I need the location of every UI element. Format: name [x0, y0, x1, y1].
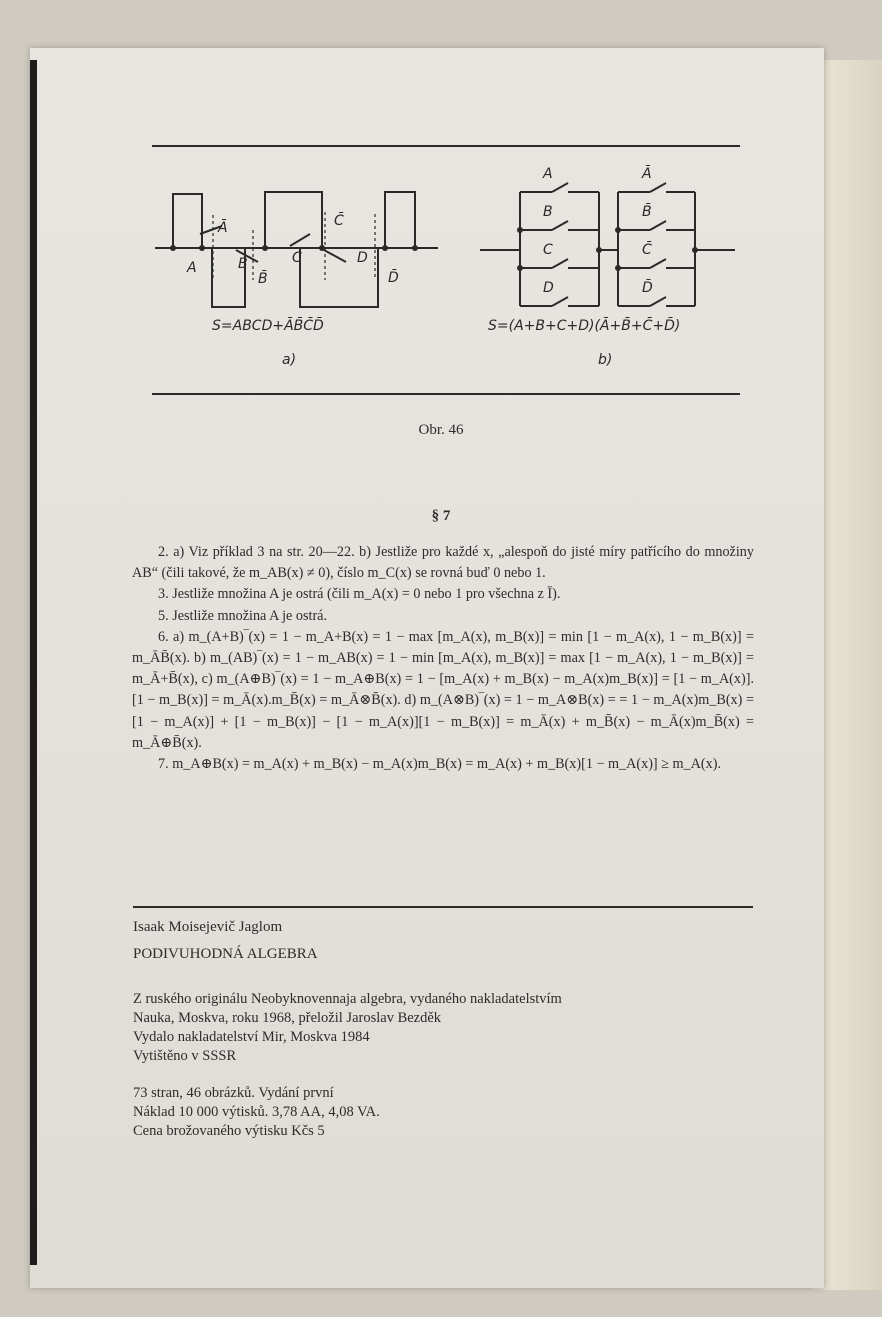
formula-b: S=(A+B+C+D)(Ā+B̄+C̄+D̄): [488, 318, 681, 334]
label-b-A-bar: Ā: [642, 166, 652, 182]
label-b-A: A: [543, 166, 553, 182]
tag-b: b): [598, 352, 613, 368]
label-a-C: C: [292, 250, 302, 266]
solutions-block: [132, 542, 754, 775]
imprint-title: PODIVUHODNÁ ALGEBRA: [133, 946, 318, 962]
label-a-A-bar: Ā: [218, 220, 228, 236]
figure-top-rule: [152, 145, 740, 147]
label-b-D: D: [543, 280, 554, 296]
label-a-A: A: [187, 260, 197, 276]
circuit-b: [480, 183, 735, 306]
imprint-line: Náklad 10 000 výtisků. 3,78 AA, 4,08 VA.: [133, 1104, 380, 1120]
solution-7: 7. m_A⊕B(x) = m_A(x) + m_B(x) − m_A(x)m_B(x) = m_A(x) + m_B(x)[1 − m_A(x)] ≥ m_A(x).: [158, 756, 721, 773]
label-b-B-bar: B̄: [642, 204, 652, 220]
figure-46-circuits: [140, 150, 750, 380]
solution-3: 3. Jestliže množina A je ostrá (čili m_A(x) = 0 nebo 1 pro všechna z Ī).: [158, 586, 561, 603]
imprint-line: Vydalo nakladatelství Mir, Moskva 1984: [133, 1029, 370, 1045]
label-b-B: B: [543, 204, 553, 220]
label-a-B: B: [238, 256, 248, 272]
label-a-D: D: [357, 250, 368, 266]
solution-2: 2. a) Viz příklad 3 na str. 20—22. b) Jestliže pro každé x, „alespoň do jisté míry patřícího do množiny AB“ (čili takové, že m_AB(x) ≠ 0), číslo m_C(x) se rovná buď 0 nebo 1.: [132, 544, 754, 582]
imprint-line: 73 stran, 46 obrázků. Vydání první: [133, 1085, 334, 1101]
imprint-block: [133, 918, 773, 1141]
label-a-C-bar: C̄: [334, 213, 344, 229]
label-b-C-bar: C̄: [642, 242, 652, 258]
book-spine: [30, 60, 37, 1265]
imprint-line: Z ruského originálu Neobyknovennaja algebra, vydaného nakladatelstvím: [133, 991, 562, 1007]
imprint-line: Vytištěno v SSSR: [133, 1048, 237, 1064]
figure-bottom-rule: [152, 393, 740, 395]
figure-caption: Obr. 46: [418, 422, 464, 438]
tag-a: a): [282, 352, 297, 368]
label-b-D-bar: D̄: [642, 280, 653, 296]
label-b-C: C: [543, 242, 553, 258]
label-a-D-bar: D̄: [388, 270, 399, 286]
formula-a: S=ABCD+ĀB̄C̄D̄: [212, 318, 324, 334]
solution-5: 5. Jestliže množina A je ostrá.: [158, 607, 328, 624]
imprint-line: Nauka, Moskva, roku 1968, přeložil Jaroslav Bezděk: [133, 1010, 442, 1026]
imprint-rule: [133, 906, 753, 908]
label-a-B-bar: B̄: [258, 271, 268, 287]
imprint-print-info: [133, 1084, 773, 1141]
section-title: § 7: [431, 508, 451, 524]
solution-6: 6. a) m_(A+B)‾(x) = 1 − m_A+B(x) = 1 − max [m_A(x), m_B(x)] = min [1 − m_A(x), 1 − m_B(x)] = m_ĀB̄(x). b) m_(AB)‾(x) = 1 − m_AB(x) = 1 − min [m_A(x), m_B(x)] = max [1 − m_A(x), 1 − m_B(x)] = m_Ā+B̄(x), c) m_(A⊕B)‾(x) = 1 − m_A⊕B(x) = 1 − [m_A(x) + m_B(x) − m_A(x)m_B(x)] = [1 − m_A(x)].[1 − m_B(x)] = m_Ā(x).m_B̄(x) = m_Ā⊗B̄(x). d) m_(A⊗B)‾(x) = 1 − m_A⊗B(x) = = 1 − m_A(x)m_B(x) = [1 − m_A(x)] + [1 − m_B(x)] − [1 − m_A(x)][1 − m_B(x)] = m_Ā(x) + m_B̄(x) − m_Ā(x)m_B̄(x) = m_Ā⊕B̄(x).: [132, 628, 754, 751]
imprint-publishing-info: [133, 990, 773, 1066]
imprint-author: Isaak Moisejevič Jaglom: [133, 919, 283, 935]
imprint-line: Cena brožovaného výtisku Kčs 5: [133, 1123, 325, 1139]
